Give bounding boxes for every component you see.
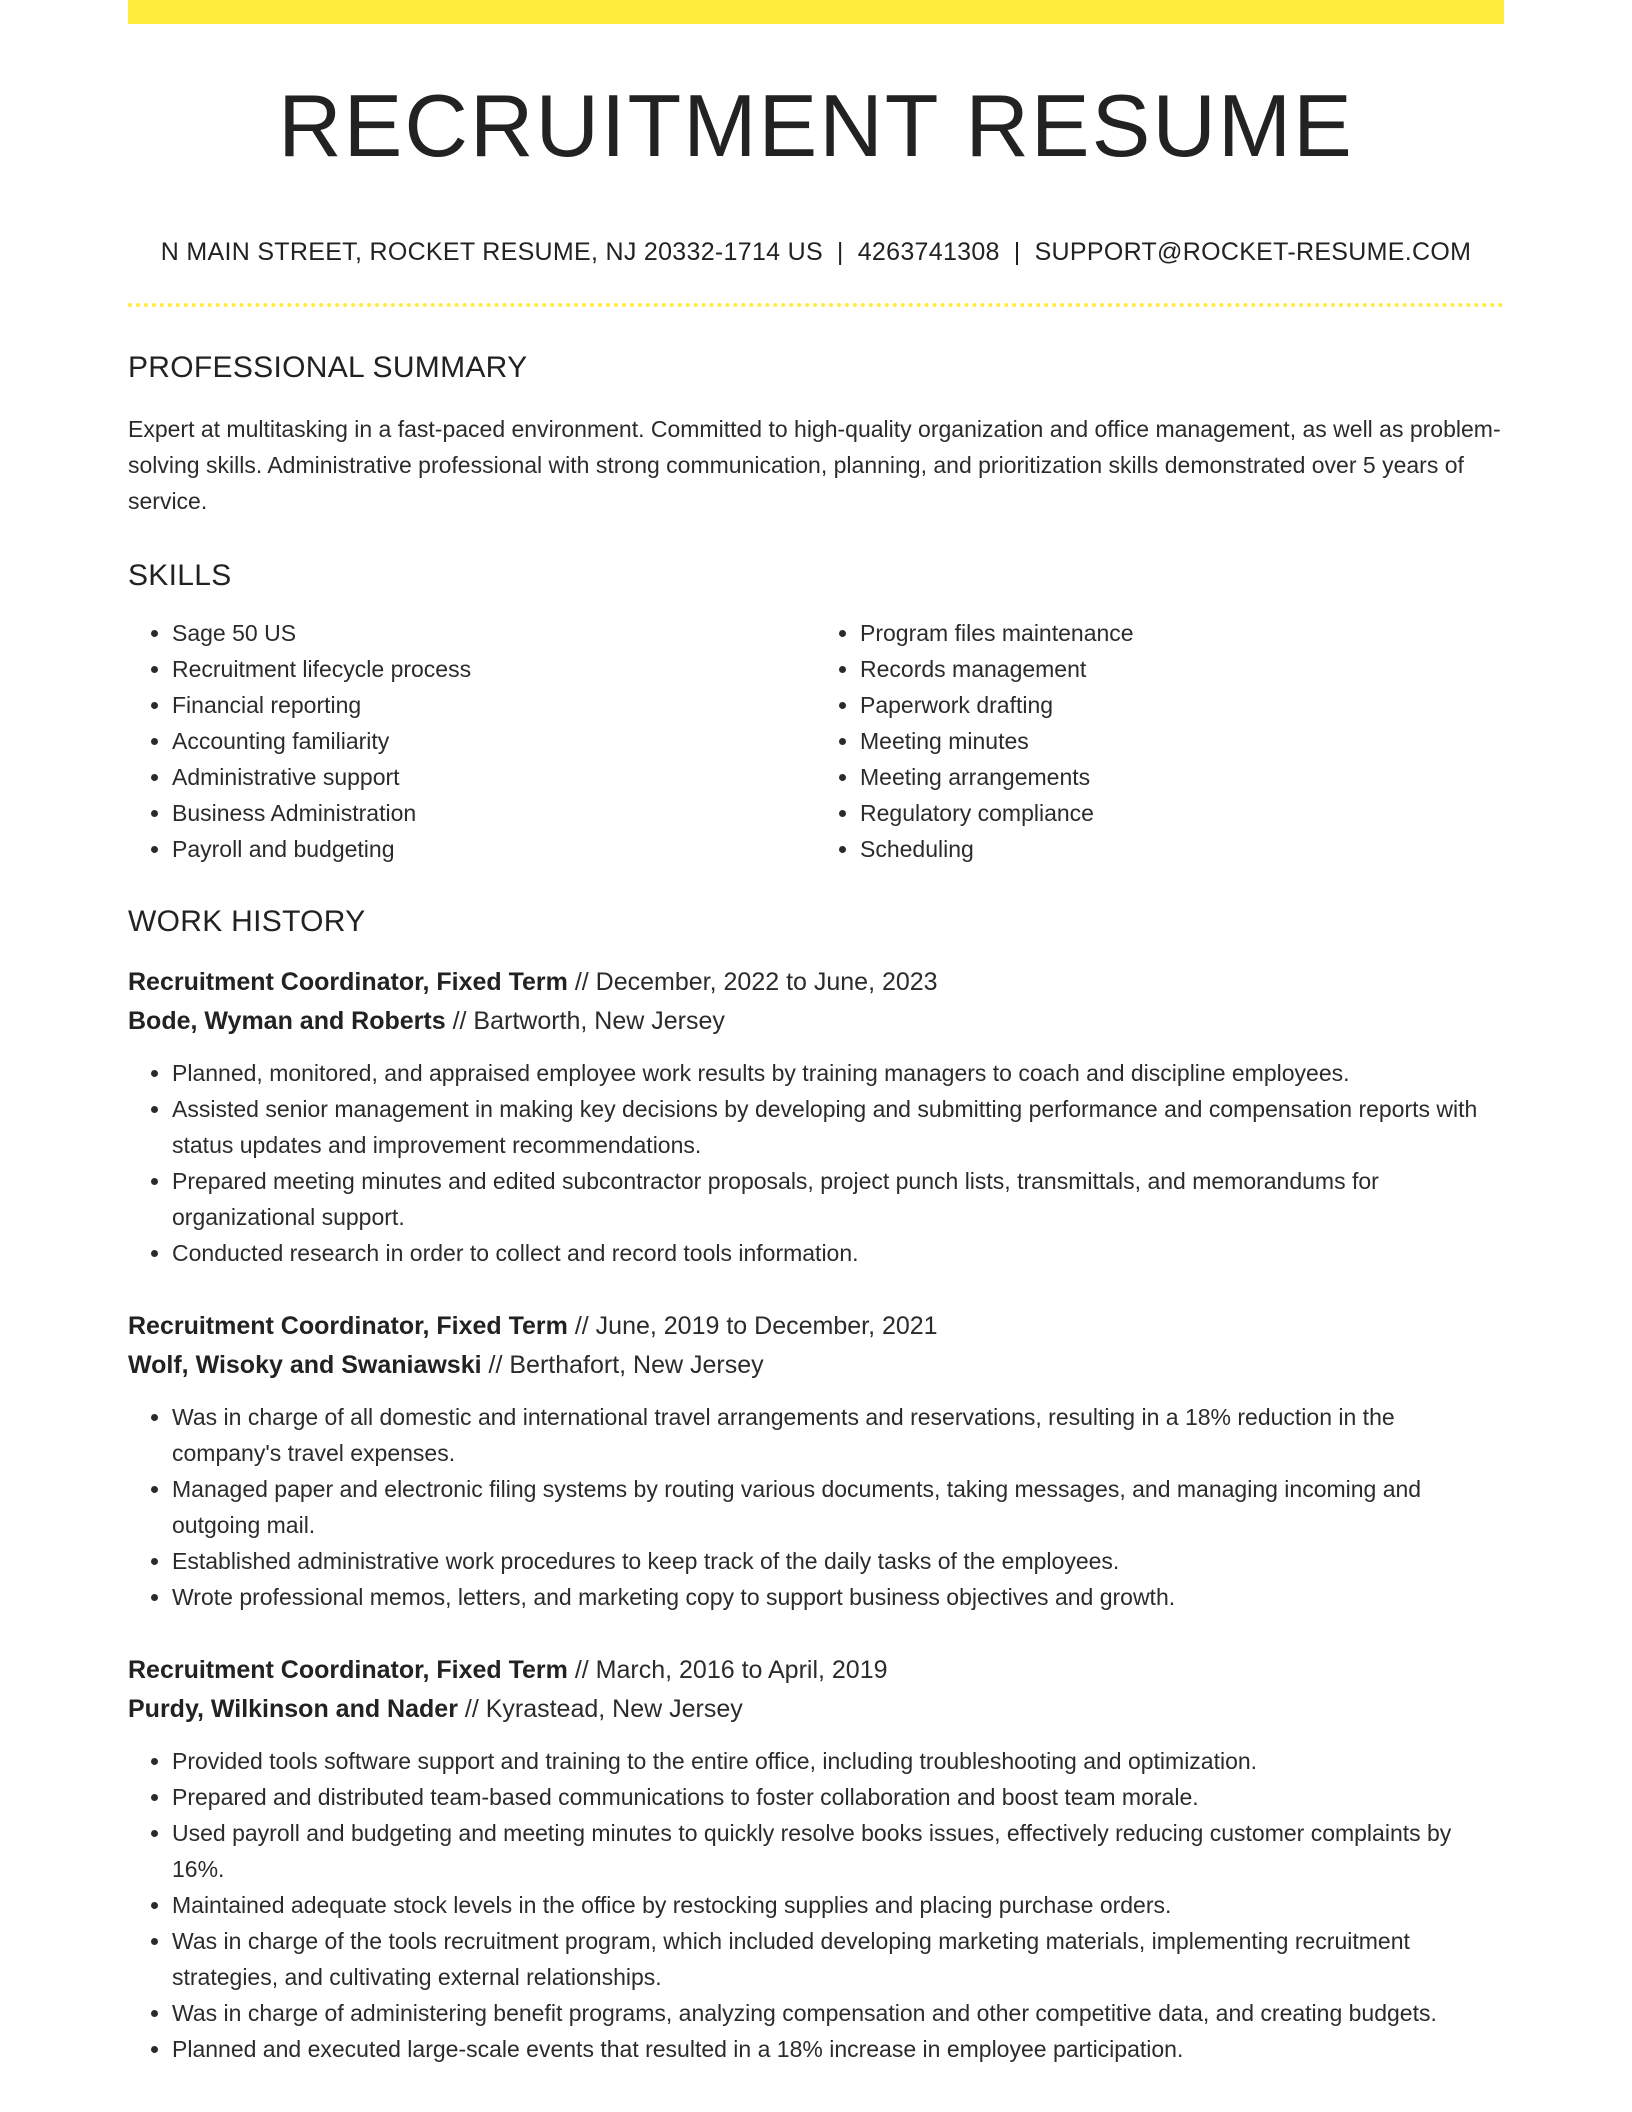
skill-item: • Scheduling	[860, 831, 1504, 867]
job-bullet: • Was in charge of administering benefit programs, analyzing compensation and other competitive data, and creating budgets.	[172, 1995, 1504, 2031]
skill-item: • Financial reporting	[172, 687, 816, 723]
job-location: // Kyrastead, New Jersey	[457, 1695, 743, 1723]
accent-top-bar	[128, 0, 1504, 24]
job-title-line	[128, 1307, 1504, 1346]
job-company: Purdy, Wilkinson and Nader	[128, 1695, 458, 1723]
job-company-line	[128, 1002, 1504, 1041]
job-bullets	[128, 1055, 1504, 1271]
job-company-line	[128, 1690, 1504, 1729]
job-bullet: • Established administrative work procedures to keep track of the daily tasks of the employees.	[172, 1543, 1504, 1579]
skills-column-right	[816, 615, 1504, 867]
skill-item: • Recruitment lifecycle process	[172, 651, 816, 687]
skill-item: • Program files maintenance	[860, 615, 1504, 651]
skill-item: • Sage 50 US	[172, 615, 816, 651]
skills-heading: SKILLS	[128, 559, 232, 592]
summary-heading: PROFESSIONAL SUMMARY	[128, 351, 528, 384]
skill-item: • Business Administration	[172, 795, 816, 831]
job-dates: // June, 2019 to December, 2021	[567, 1312, 938, 1340]
job-bullet: • Wrote professional memos, letters, and marketing copy to support business objectives and growth.	[172, 1579, 1504, 1615]
job-company: Bode, Wyman and Roberts	[128, 1007, 446, 1035]
resume-name: RECRUITMENT RESUME	[278, 76, 1354, 175]
skill-item: • Administrative support	[172, 759, 816, 795]
job-role: Recruitment Coordinator, Fixed Term	[128, 1312, 568, 1340]
resume-page	[128, 0, 1504, 2067]
job-bullet: • Provided tools software support and training to the entire office, including troubleshooting and optimization.	[172, 1743, 1504, 1779]
job-bullets	[128, 1399, 1504, 1615]
job-entry	[128, 1307, 1504, 1615]
job-entry	[128, 1651, 1504, 2067]
job-bullet: • Conducted research in order to collect and record tools information.	[172, 1235, 1504, 1271]
job-location: // Bartworth, New Jersey	[445, 1007, 725, 1035]
skill-item: • Records management	[860, 651, 1504, 687]
job-role: Recruitment Coordinator, Fixed Term	[128, 968, 568, 996]
email: SUPPORT@ROCKET-RESUME.COM	[1034, 238, 1472, 266]
job-bullet: • Prepared and distributed team-based communications to foster collaboration and boost team morale.	[172, 1779, 1504, 1815]
work-history-heading: WORK HISTORY	[128, 905, 366, 938]
address: N MAIN STREET, ROCKET RESUME, NJ 20332-1714 US	[160, 238, 823, 266]
job-role: Recruitment Coordinator, Fixed Term	[128, 1656, 568, 1684]
job-location: // Berthafort, New Jersey	[481, 1351, 764, 1379]
skills-column-left	[128, 615, 816, 867]
job-title-line	[128, 1651, 1504, 1690]
job-dates: // March, 2016 to April, 2019	[567, 1656, 888, 1684]
job-bullet: • Planned, monitored, and appraised employee work results by training managers to coach and discipline employees.	[172, 1055, 1504, 1091]
job-bullet: • Was in charge of all domestic and international travel arrangements and reservations, resulting in a 18% reduction in the company's travel expenses.	[172, 1399, 1504, 1471]
contact-line	[128, 238, 1504, 267]
job-company: Wolf, Wisoky and Swaniawski	[128, 1351, 482, 1379]
skill-item: • Paperwork drafting	[860, 687, 1504, 723]
job-dates: // December, 2022 to June, 2023	[567, 968, 938, 996]
summary-text: Expert at multitasking in a fast-paced environment. Committed to high-quality organization and office management, as well as problem-solving skills. Administrative professional with strong communication, planning, and prioritization skills demonstrated over 5 years of service.	[128, 416, 1501, 514]
job-title-line	[128, 963, 1504, 1002]
job-bullet: • Maintained adequate stock levels in the office by restocking supplies and placing purchase orders.	[172, 1887, 1504, 1923]
skill-item: • Meeting minutes	[860, 723, 1504, 759]
job-entry	[128, 963, 1504, 1271]
job-bullet: • Planned and executed large-scale events that resulted in a 18% increase in employee participation.	[172, 2031, 1504, 2067]
skill-item: • Regulatory compliance	[860, 795, 1504, 831]
job-bullet: • Was in charge of the tools recruitment program, which included developing marketing materials, implementing recruitment strategies, and cultivating external relationships.	[172, 1923, 1504, 1995]
job-bullets	[128, 1743, 1504, 2067]
dotted-divider	[128, 303, 1504, 307]
phone: 4263741308	[857, 238, 1000, 266]
skill-item: • Accounting familiarity	[172, 723, 816, 759]
skill-item: • Meeting arrangements	[860, 759, 1504, 795]
job-bullet: • Assisted senior management in making key decisions by developing and submitting performance and compensation reports with status updates and improvement recommendations.	[172, 1091, 1504, 1163]
job-bullet: • Prepared meeting minutes and edited subcontractor proposals, project punch lists, transmittals, and memorandums for organizational support.	[172, 1163, 1504, 1235]
job-bullet: • Managed paper and electronic filing systems by routing various documents, taking messages, and managing incoming and outgoing mail.	[172, 1471, 1504, 1543]
contact-separator: |	[836, 238, 844, 266]
job-bullet: • Used payroll and budgeting and meeting minutes to quickly resolve books issues, effectively reducing customer complaints by 16%.	[172, 1815, 1504, 1887]
job-company-line	[128, 1346, 1504, 1385]
skills-list	[128, 615, 1504, 867]
contact-separator: |	[1013, 238, 1021, 266]
skill-item: • Payroll and budgeting	[172, 831, 816, 867]
